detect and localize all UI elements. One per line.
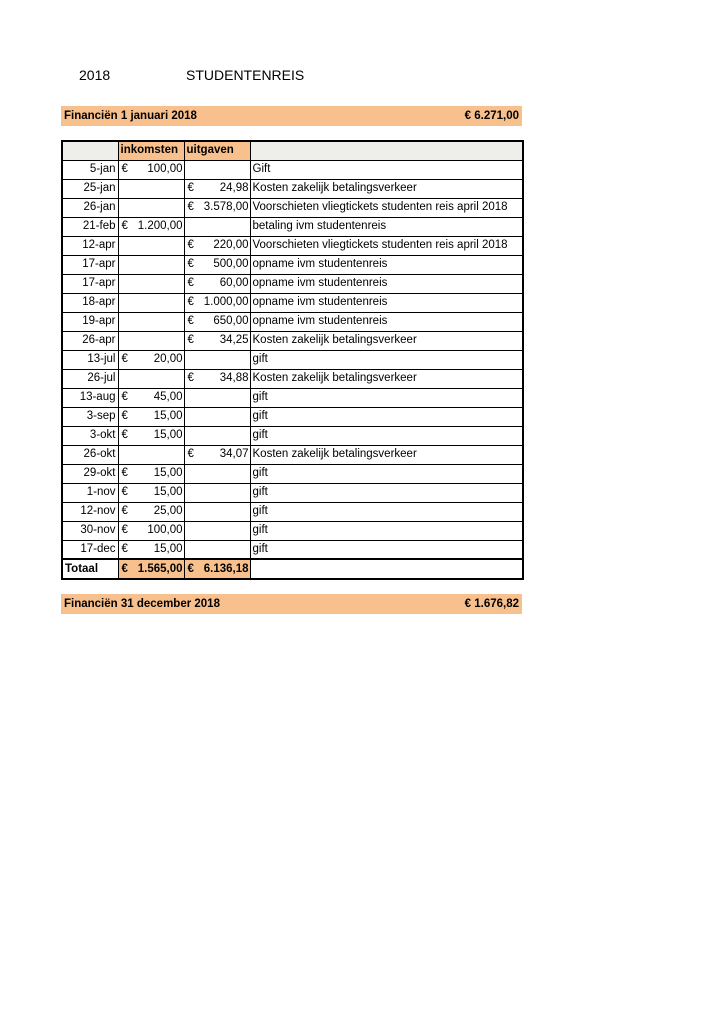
- currency-symbol: €: [187, 182, 194, 194]
- row-description: betaling ivm studentenreis: [250, 217, 523, 236]
- table-row: [62, 293, 523, 312]
- total-row: [62, 559, 523, 579]
- amount-value: 34,07: [219, 448, 249, 460]
- row-date: 26-okt: [62, 445, 118, 464]
- amount-value: 34,25: [219, 334, 249, 346]
- amount-value: 34,88: [219, 372, 249, 384]
- row-description: Gift: [250, 160, 523, 179]
- amount-value: 15,00: [153, 542, 183, 555]
- row-income: [118, 483, 184, 502]
- closing-balance-amount: € 1.676,82: [464, 598, 519, 610]
- row-expense: [184, 236, 250, 255]
- amount-value: 1.000,00: [203, 296, 249, 308]
- amount-value: 15,00: [153, 486, 183, 498]
- amount-value: 220,00: [213, 239, 249, 251]
- row-income: [118, 502, 184, 521]
- table-row: [62, 483, 523, 502]
- row-income: [118, 198, 184, 217]
- row-description: gift: [250, 464, 523, 483]
- row-date: 19-apr: [62, 312, 118, 331]
- currency-symbol: €: [187, 448, 194, 460]
- row-income: [118, 331, 184, 350]
- header-title: STUDENTENREIS: [186, 67, 305, 83]
- row-income: [118, 160, 184, 179]
- table-row: [62, 255, 523, 274]
- row-description: gift: [250, 350, 523, 369]
- row-description: opname ivm studentenreis: [250, 255, 523, 274]
- row-income: [118, 521, 184, 540]
- amount-value: 1.200,00: [137, 220, 183, 232]
- table-row: [62, 521, 523, 540]
- closing-balance-band: [61, 594, 522, 614]
- row-income: [118, 274, 184, 293]
- row-description: Voorschieten vliegtickets studenten reis april 2018: [250, 198, 523, 217]
- row-expense: [184, 331, 250, 350]
- header-income: inkomsten: [118, 141, 184, 160]
- row-income: [118, 255, 184, 274]
- row-date: 17-apr: [62, 274, 118, 293]
- row-expense: [184, 426, 250, 445]
- row-expense: [184, 274, 250, 293]
- currency-symbol: €: [121, 505, 128, 517]
- currency-symbol: €: [121, 391, 128, 403]
- row-description: opname ivm studentenreis: [250, 293, 523, 312]
- currency-symbol: €: [187, 277, 194, 289]
- currency-symbol: €: [187, 296, 194, 308]
- currency-symbol: €: [187, 201, 194, 213]
- row-expense: [184, 445, 250, 464]
- amount-value: 60,00: [219, 277, 249, 289]
- row-income: [118, 464, 184, 483]
- currency-symbol: €: [121, 486, 128, 498]
- closing-balance-label: Financiën 31 december 2018: [64, 598, 220, 610]
- row-date: 3-okt: [62, 426, 118, 445]
- amount-value: 45,00: [153, 391, 183, 403]
- opening-balance-label: Financiën 1 januari 2018: [64, 110, 197, 122]
- row-description: opname ivm studentenreis: [250, 274, 523, 293]
- row-income: [118, 350, 184, 369]
- amount-value: 500,00: [213, 258, 249, 270]
- currency-symbol: €: [121, 410, 128, 422]
- row-income: [118, 217, 184, 236]
- row-date: 12-nov: [62, 502, 118, 521]
- table-row: [62, 369, 523, 388]
- row-date: 26-apr: [62, 331, 118, 350]
- row-description: gift: [250, 540, 523, 559]
- row-expense: [184, 521, 250, 540]
- row-income: [118, 312, 184, 331]
- row-expense: [184, 160, 250, 179]
- row-expense: [184, 198, 250, 217]
- row-date: 17-dec: [62, 540, 118, 559]
- row-date: 12-apr: [62, 236, 118, 255]
- ledger-table: [61, 140, 524, 580]
- header-expense: uitgaven: [184, 141, 250, 160]
- table-row: [62, 160, 523, 179]
- row-description: gift: [250, 521, 523, 540]
- amount-value: 6.136,18: [203, 562, 249, 575]
- row-date: 3-sep: [62, 407, 118, 426]
- row-income: [118, 540, 184, 559]
- amount-value: 1.565,00: [137, 562, 183, 575]
- row-expense: [184, 388, 250, 407]
- row-expense: [184, 312, 250, 331]
- row-expense: [184, 350, 250, 369]
- row-date: 5-jan: [62, 160, 118, 179]
- total-label: Totaal: [62, 559, 118, 579]
- row-expense: [184, 464, 250, 483]
- row-expense: [184, 293, 250, 312]
- table-row: [62, 236, 523, 255]
- table-row: [62, 274, 523, 293]
- table-row: [62, 540, 523, 559]
- row-description: Voorschieten vliegtickets studenten reis april 2018: [250, 236, 523, 255]
- row-expense: [184, 369, 250, 388]
- row-expense: [184, 179, 250, 198]
- row-date: 26-jul: [62, 369, 118, 388]
- total-expense: [184, 559, 250, 579]
- row-expense: [184, 483, 250, 502]
- row-description: Kosten zakelijk betalingsverkeer: [250, 369, 523, 388]
- row-description: gift: [250, 502, 523, 521]
- table-row: [62, 502, 523, 521]
- opening-balance-amount: € 6.271,00: [464, 110, 519, 122]
- row-expense: [184, 217, 250, 236]
- table-row: [62, 407, 523, 426]
- row-income: [118, 236, 184, 255]
- amount-value: 3.578,00: [203, 201, 249, 213]
- row-date: 17-apr: [62, 255, 118, 274]
- row-income: [118, 426, 184, 445]
- row-date: 18-apr: [62, 293, 118, 312]
- header-year: 2018: [79, 67, 111, 83]
- row-description: gift: [250, 483, 523, 502]
- amount-value: 15,00: [153, 467, 183, 479]
- currency-symbol: €: [121, 524, 128, 536]
- currency-symbol: €: [121, 562, 128, 575]
- amount-value: 24,98: [219, 182, 249, 194]
- row-income: [118, 293, 184, 312]
- currency-symbol: €: [187, 239, 194, 251]
- ledger-header-row: [62, 141, 523, 160]
- row-description: Kosten zakelijk betalingsverkeer: [250, 445, 523, 464]
- currency-symbol: €: [187, 372, 194, 384]
- row-description: gift: [250, 426, 523, 445]
- row-date: 1-nov: [62, 483, 118, 502]
- row-date: 26-jan: [62, 198, 118, 217]
- row-expense: [184, 407, 250, 426]
- table-row: [62, 217, 523, 236]
- opening-balance-band: [61, 106, 522, 126]
- row-date: 13-jul: [62, 350, 118, 369]
- currency-symbol: €: [187, 562, 194, 575]
- row-expense: [184, 502, 250, 521]
- table-row: [62, 179, 523, 198]
- table-row: [62, 198, 523, 217]
- row-income: [118, 179, 184, 198]
- currency-symbol: €: [187, 315, 194, 327]
- table-row: [62, 350, 523, 369]
- row-description: Kosten zakelijk betalingsverkeer: [250, 331, 523, 350]
- currency-symbol: €: [121, 353, 128, 365]
- table-row: [62, 312, 523, 331]
- row-description: gift: [250, 407, 523, 426]
- total-description: [250, 559, 523, 579]
- table-row: [62, 464, 523, 483]
- table-row: [62, 331, 523, 350]
- row-description: Kosten zakelijk betalingsverkeer: [250, 179, 523, 198]
- currency-symbol: €: [121, 542, 128, 555]
- amount-value: 100,00: [147, 163, 183, 175]
- amount-value: 25,00: [153, 505, 183, 517]
- row-income: [118, 407, 184, 426]
- currency-symbol: €: [121, 220, 128, 232]
- row-date: 30-nov: [62, 521, 118, 540]
- row-date: 21-feb: [62, 217, 118, 236]
- amount-value: 15,00: [153, 429, 183, 441]
- amount-value: 15,00: [153, 410, 183, 422]
- currency-symbol: €: [121, 429, 128, 441]
- row-date: 29-okt: [62, 464, 118, 483]
- row-date: 25-jan: [62, 179, 118, 198]
- currency-symbol: €: [121, 467, 128, 479]
- header-description: [250, 141, 523, 160]
- currency-symbol: €: [121, 163, 128, 175]
- header-date: [62, 141, 118, 160]
- row-expense: [184, 540, 250, 559]
- row-income: [118, 388, 184, 407]
- amount-value: 650,00: [213, 315, 249, 327]
- row-income: [118, 445, 184, 464]
- table-row: [62, 426, 523, 445]
- row-date: 13-aug: [62, 388, 118, 407]
- amount-value: 20,00: [153, 353, 183, 365]
- row-expense: [184, 255, 250, 274]
- row-income: [118, 369, 184, 388]
- currency-symbol: €: [187, 334, 194, 346]
- row-description: gift: [250, 388, 523, 407]
- amount-value: 100,00: [147, 524, 183, 536]
- total-income: [118, 559, 184, 579]
- table-row: [62, 445, 523, 464]
- row-description: opname ivm studentenreis: [250, 312, 523, 331]
- currency-symbol: €: [187, 258, 194, 270]
- table-row: [62, 388, 523, 407]
